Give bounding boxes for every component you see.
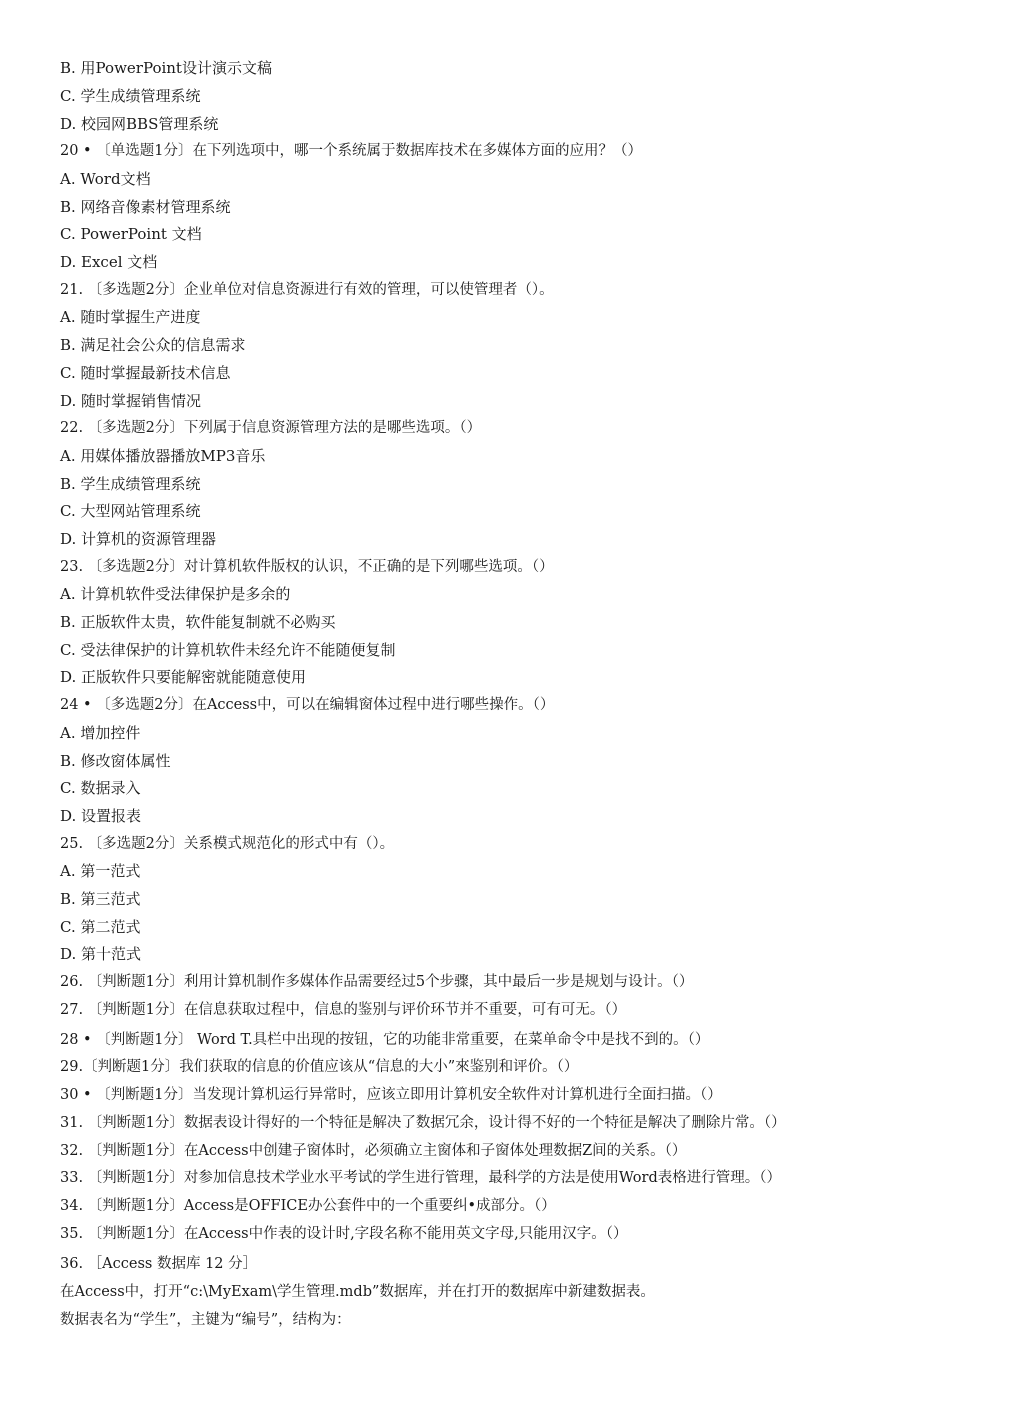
question-line: 24 • 〔多选题2分〕在Access中，可以在编辑窗体过程中进行哪些操作。（） <box>60 697 555 713</box>
option-line: C. 大型网站管理系统 <box>60 502 201 520</box>
instruction-line: 数据表名为“学生”，主键为“编号”，结构为： <box>60 1312 351 1328</box>
option-line: B. 学生成绩管理系统 <box>60 475 201 493</box>
question-line: 22. 〔多选题2分〕下列属于信息资源管理方法的是哪些选项。（） <box>60 420 482 436</box>
question-line: 34. 〔判断题1分〕Access是OFFICE办公套件中的一个重要纠•成部分。（） <box>60 1198 556 1214</box>
question-line: 23. 〔多选题2分〕对计算机软件版权的认识，不正确的是下列哪些选项。（） <box>60 559 554 575</box>
option-line: C. 学生成绩管理系统 <box>60 87 201 105</box>
option-line: B. 修改窗体属性 <box>60 752 171 770</box>
option-line: B. 第三范式 <box>60 890 141 908</box>
instruction-line: 在Access中，打开“c:\MyExam\学生管理.mdb”数据库，并在打开的数据库中新建数据表。 <box>60 1284 655 1300</box>
question-line: 20 • 〔单选题1分〕在下列选项中，哪一个系统属于数据库技术在多媒体方面的应用？（） <box>60 143 642 159</box>
option-line: B. 用PowerPoint设计演示文稿 <box>60 59 272 77</box>
question-line: 29.〔判断题1分〕我们获取的信息的价值应该从“信息的大小”來鉴别和评价。（） <box>60 1059 579 1075</box>
option-line: A. 随时掌握生产进度 <box>60 308 201 326</box>
question-line: 26. 〔判断题1分〕利用计算机制作多媒体作品需要经过5个步骤，其中最后一步是规划与设计。（） <box>60 974 694 990</box>
question-line: 28 • 〔判断题1分〕 Word T.具栏中出现的按钮，它的功能非常重要，在菜单命令中是找不到的。（） <box>60 1032 710 1048</box>
option-line: A. Word文档 <box>60 170 151 188</box>
option-line: D. 校园网BBS管理系统 <box>60 115 219 133</box>
question-line: 33. 〔判断题1分〕对参加信息技术学业水平考试的学生进行管理，最科学的方法是使用Word表格进行管理。（） <box>60 1170 782 1186</box>
option-line: A. 第一范式 <box>60 862 141 880</box>
section-heading: 36. ［Access 数据库 12 分］ <box>60 1256 258 1272</box>
option-line: A. 用媒体播放器播放MP3音乐 <box>60 447 266 465</box>
option-line: B. 网络音像素材管理系统 <box>60 198 231 216</box>
question-line: 30 • 〔判断题1分〕当发现计算机运行异常时，应该立即用计算机安全软件对计算机进行全面扫描。（） <box>60 1087 722 1103</box>
option-line: D. 计算机的资源管理器 <box>60 530 217 548</box>
question-line: 32. 〔判断题1分〕在Access中创建子窗体时，必须确立主窗体和子窗体处理数据Z间的关系。（） <box>60 1143 687 1159</box>
option-line: D. 随时掌握销售情况 <box>60 392 202 410</box>
option-line: C. PowerPoint 文档 <box>60 225 202 243</box>
option-line: D. 第十范式 <box>60 945 142 963</box>
option-line: C. 数据录入 <box>60 779 141 797</box>
question-line: 21. 〔多选题2分〕企业单位对信息资源进行有效的管理，可以使管理者（）。 <box>60 282 554 298</box>
question-line: 35. 〔判断题1分〕在Access中作表的设计时,字段名称不能用英文字母,只能用汉字。（） <box>60 1226 628 1242</box>
option-line: A. 计算机软件受法律保护是多余的 <box>60 585 291 603</box>
question-line: 27. 〔判断题1分〕在信息获取过程中，信息的鉴别与评价环节并不重要，可有可无。（） <box>60 1002 627 1018</box>
option-line: D. 正版软件只要能解密就能随意使用 <box>60 668 307 686</box>
option-line: B. 满足社会公众的信息需求 <box>60 336 246 354</box>
option-line: B. 正版软件太贵，软件能复制就不必购买 <box>60 613 336 631</box>
option-line: C. 第二范式 <box>60 918 141 936</box>
option-line: A. 增加控件 <box>60 724 141 742</box>
question-line: 25. 〔多选题2分〕关系模式规范化的形式中有（）。 <box>60 836 395 852</box>
option-line: C. 随时掌握最新技术信息 <box>60 364 231 382</box>
question-line: 31. 〔判断题1分〕数据表设计得好的一个特征是解决了数据冗余，设计得不好的一个特征是解决了删除片常。（） <box>60 1115 786 1131</box>
option-line: D. 设置报表 <box>60 807 142 825</box>
option-line: C. 受法律保护的计算机软件未经允许不能随便复制 <box>60 641 396 659</box>
option-line: D. Excel 文档 <box>60 253 158 271</box>
